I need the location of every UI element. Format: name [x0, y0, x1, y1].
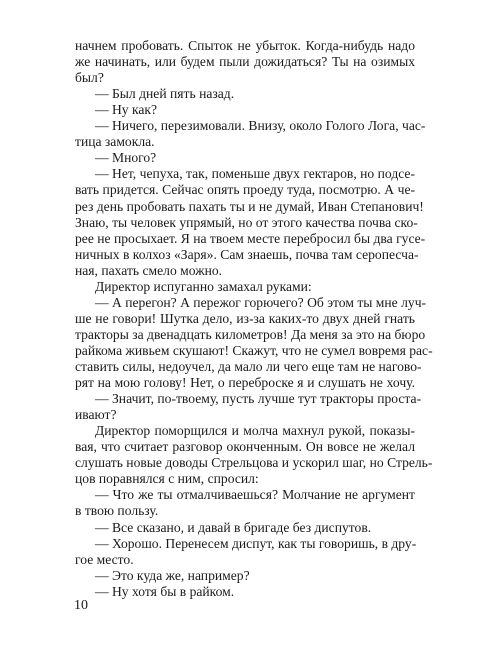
text-line: же начинать, или будем пыли дожидаться? Ты на озимых	[75, 54, 415, 70]
text-line: — Ну хотя бы в райком.	[95, 583, 235, 599]
text-line: вая, что считает разговор оконченным. Он вовсе не желал	[75, 439, 415, 455]
text-line: ставить силы, недоучел, да мало ли чего еще там не нагово-	[75, 359, 422, 374]
text-line: — Много?	[95, 150, 157, 166]
text-line: рез день пробовать пахать ты и не думай, Иван Степанович!	[75, 198, 424, 214]
text-line: слушать новые доводы Стрельцова и ускорил шаг, но Стрель-	[75, 455, 433, 471]
text-line: — Ничего, перезимовали. Внизу, около Голого Лога, час-	[95, 118, 426, 134]
text-line: — Ну как?	[95, 102, 158, 118]
text-line: — Что же ты отмалчиваешься? Молчание не аргумент	[95, 487, 415, 503]
text-line: — Хорошо. Перенесем диспут, как ты говоришь, в дру-	[95, 535, 417, 551]
text-line: Директор поморщился и молча махнул рукой, показы-	[95, 423, 415, 439]
text-line: — Это куда же, например?	[95, 567, 250, 583]
text-line: ничных в колхоз «Заря». Сам знаешь, почва там серопесча-	[75, 246, 419, 262]
text-line: ивают?	[75, 407, 117, 423]
text-line: тица замокла.	[75, 134, 155, 150]
text-line: тракторы за двенадцать километров! Да меня за это на бюро	[75, 326, 426, 342]
text-line: Директор испуганно замахал руками:	[95, 278, 312, 294]
text-line: рят на мою голову! Нет, о переброске я и слушать не хочу.	[75, 375, 415, 391]
text-line: ная, пахать смело можно.	[75, 262, 223, 278]
text-line: рее не просыхает. Я на твоем месте перебросил бы два гусе-	[75, 230, 426, 246]
text-line: ше не говори! Шутка дело, из-за каких-то двух дней гнать	[75, 310, 415, 326]
text-line: вать придется. Сейчас опять проеду туда, посмотрю. А че-	[75, 182, 415, 198]
page-number: 10	[74, 598, 88, 613]
text-line: — А перегон? А пережог горючего? Об этом ты мне луч-	[95, 294, 427, 310]
text-line: был?	[75, 70, 104, 86]
text-line: Знаю, ты человек упрямый, но от этого качества почва ско-	[75, 214, 418, 230]
text-line: райкома живьем скушают! Скажут, что не сумел вовремя рас-	[75, 342, 433, 358]
text-line: начнем пробовать. Спыток не убыток. Когда-нибудь надо	[75, 38, 415, 53]
text-line: — Все сказано, и давай в бригаде без диспутов.	[95, 519, 372, 535]
text-line: цов поравнялся с ним, спросил:	[75, 471, 259, 487]
text-line: гое место.	[75, 551, 134, 567]
text-line: — Был дней пять назад.	[95, 86, 235, 102]
text-line: — Нет, чепуха, так, поменьше двух гектаров, но подсе-	[95, 166, 415, 182]
text-line: в твою пользу.	[75, 503, 159, 519]
text-line: — Значит, по-твоему, пусть лучше тут тракторы проста-	[95, 391, 422, 407]
